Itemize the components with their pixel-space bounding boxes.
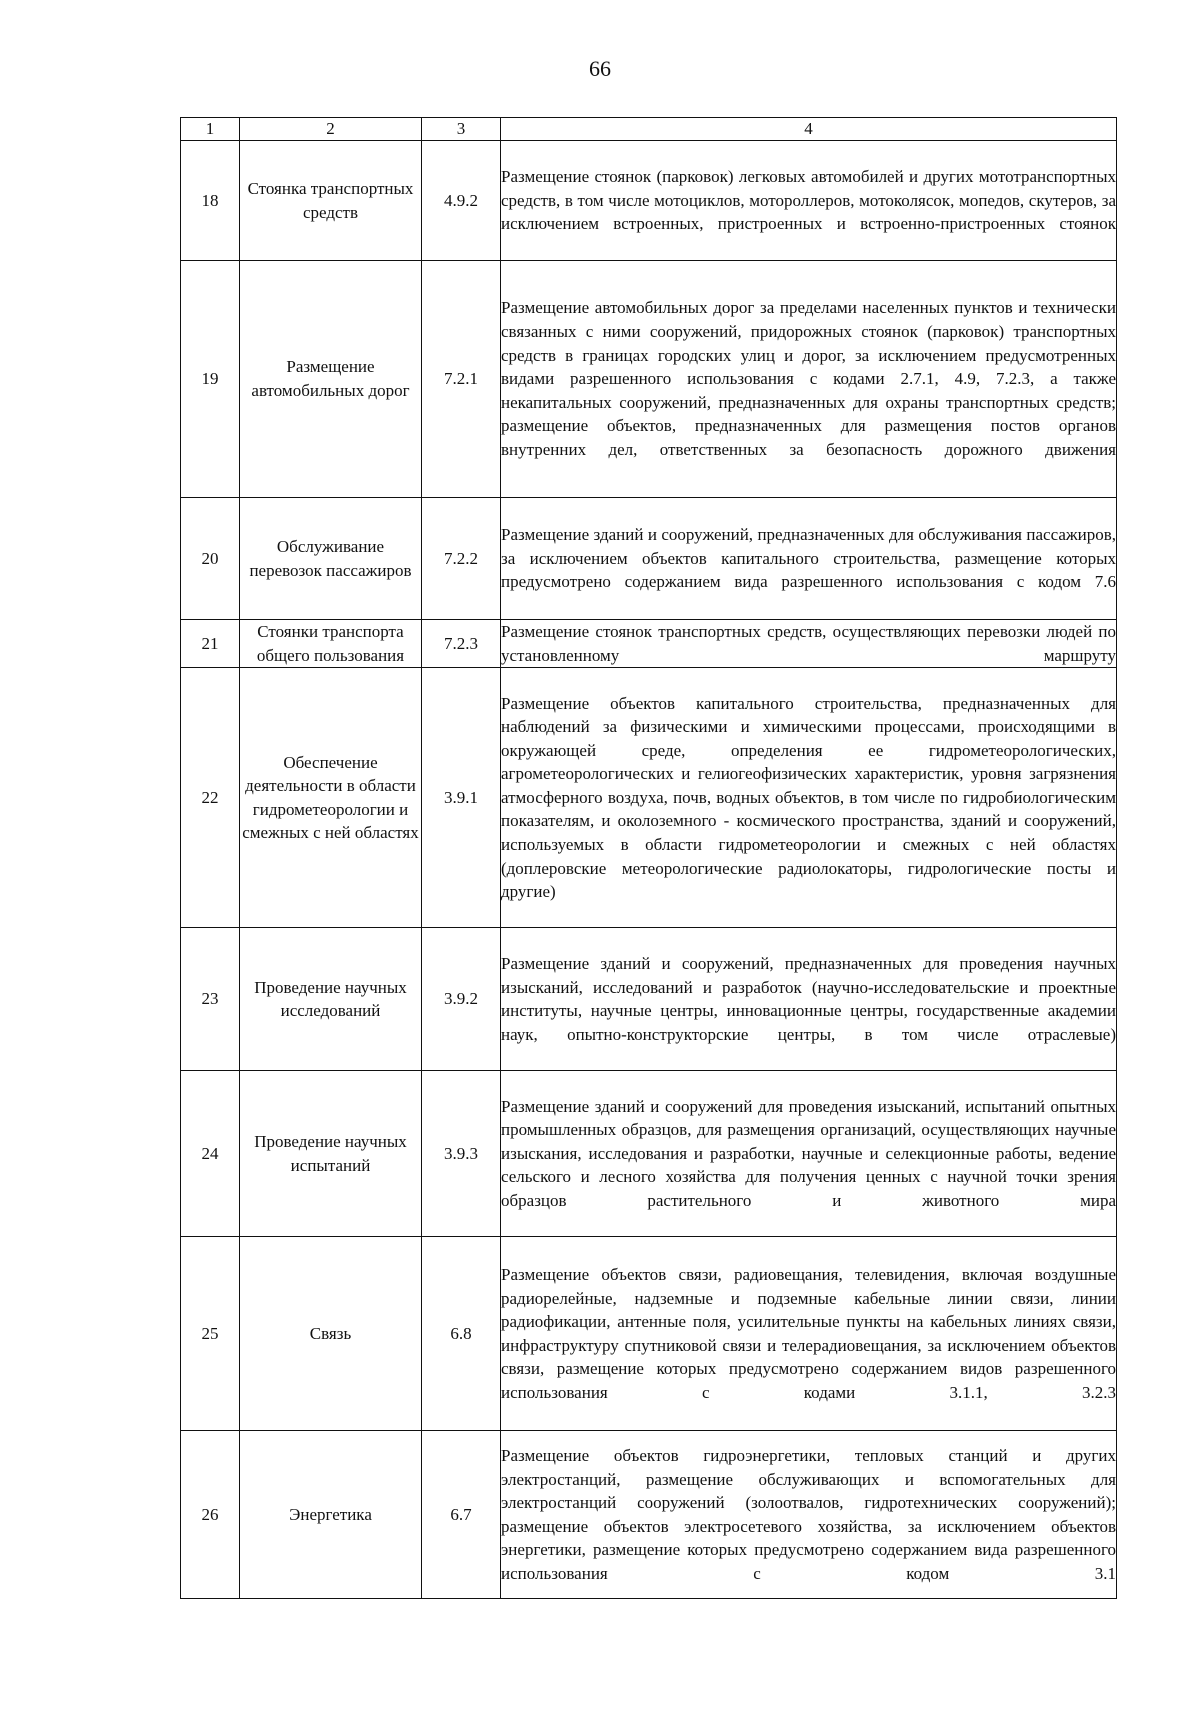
- table-row: [181, 261, 1117, 498]
- use-type-description: Размещение зданий и сооружений, предназначенных для проведения научных изысканий, исследований и разработок (научно-исследовательские и проектные институты, научные центры, инновационные центры, государственные академии наук, опытно-конструкторские центры, в том числе отраслевые): [501, 928, 1117, 1071]
- row-number: 24: [181, 1071, 240, 1237]
- use-type-description: Размещение стоянок транспортных средств, осуществляющих перевозки людей по установленному маршруту: [501, 620, 1117, 668]
- use-type-description: Размещение объектов капитального строительства, предназначенных для наблюдений за физическими и химическими процессами, происходящими в окружающей среде, определения ее гидрометеорологических, агрометеорологических и гелиогеофизических характеристик, уровня загрязнения атмосферного воздуха, почв, водных объектов, в том числе по гидробиологическим показателям, и околоземного - космического пространства, зданий и сооружений, используемых в области гидрометеорологии и смежных с ней областях (доплеровские метеорологические радиолокаторы, гидрологические посты и другие): [501, 668, 1117, 928]
- use-type-name: Энергетика: [240, 1431, 422, 1599]
- row-number: 19: [181, 261, 240, 498]
- land-use-table: [180, 117, 1117, 1599]
- use-type-description: Размещение стоянок (парковок) легковых автомобилей и других мототранспортных средств, в том числе мотоциклов, мотороллеров, мотоколясок, мопедов, скутеров, за исключением встроенных, пристроенных и встроенно-пристроенных стоянок: [501, 141, 1117, 261]
- use-type-code: 6.7: [422, 1431, 501, 1599]
- row-number: 25: [181, 1237, 240, 1431]
- row-number: 18: [181, 141, 240, 261]
- column-header-code: 3: [422, 118, 501, 141]
- row-number: 23: [181, 928, 240, 1071]
- use-type-code: 7.2.1: [422, 261, 501, 498]
- table-row: [181, 1431, 1117, 1599]
- use-type-code: 7.2.3: [422, 620, 501, 668]
- table-row: [181, 1071, 1117, 1237]
- row-number: 20: [181, 498, 240, 620]
- table-row: [181, 498, 1117, 620]
- use-type-code: 3.9.2: [422, 928, 501, 1071]
- column-header-description: 4: [501, 118, 1117, 141]
- use-type-code: 7.2.2: [422, 498, 501, 620]
- row-number: 22: [181, 668, 240, 928]
- column-header-name: 2: [240, 118, 422, 141]
- use-type-description: Размещение объектов гидроэнергетики, тепловых станций и других электростанций, размещение обслуживающих и вспомогательных для электростанций сооружений (золоотвалов, гидротехнических сооружений); размещение объектов электросетевого хозяйства, за исключением объектов энергетики, размещение которых предусмотрено содержанием вида разрешенного использования с кодом 3.1: [501, 1431, 1117, 1599]
- table-row: [181, 141, 1117, 261]
- table-row: [181, 1237, 1117, 1431]
- use-type-description: Размещение автомобильных дорог за пределами населенных пунктов и технически связанных с ними сооружений, придорожных стоянок (парковок) транспортных средств в границах городских улиц и дорог, за исключением предусмотренных видами разрешенного использования с кодами 2.7.1, 4.9, 7.2.3, а также некапитальных сооружений, предназначенных для охраны транспортных средств; размещение объектов, предназначенных для размещения постов органов внутренних дел, ответственных за безопасность дорожного движения: [501, 261, 1117, 498]
- row-number: 26: [181, 1431, 240, 1599]
- table-row: [181, 668, 1117, 928]
- use-type-description: Размещение зданий и сооружений для проведения изысканий, испытаний опытных промышленных образцов, для размещения организаций, осуществляющих научные изыскания, исследования и разработки, научные и селекционные работы, ведение сельского и лесного хозяйства для получения ценных с научной точки зрения образцов растительного и животного мира: [501, 1071, 1117, 1237]
- use-type-description: Размещение зданий и сооружений, предназначенных для обслуживания пассажиров, за исключением объектов капитального строительства, размещение которых предусмотрено содержанием вида разрешенного использования с кодом 7.6: [501, 498, 1117, 620]
- table-row: [181, 928, 1117, 1071]
- use-type-code: 3.9.1: [422, 668, 501, 928]
- use-type-name: Связь: [240, 1237, 422, 1431]
- page-number: 66: [589, 56, 611, 81]
- table-row: [181, 620, 1117, 668]
- row-number: 21: [181, 620, 240, 668]
- use-type-name: Стоянки транспорта общего пользования: [240, 620, 422, 668]
- use-type-code: 4.9.2: [422, 141, 501, 261]
- use-type-code: 6.8: [422, 1237, 501, 1431]
- use-type-name: Проведение научных испытаний: [240, 1071, 422, 1237]
- use-type-description: Размещение объектов связи, радиовещания, телевидения, включая воздушные радиорелейные, надземные и подземные кабельные линии связи, линии радиофикации, антенные поля, усилительные пункты на кабельных линиях связи, инфраструктуру спутниковой связи и телерадиовещания, за исключением объектов связи, размещение которых предусмотрено содержанием видов разрешенного использования с кодами 3.1.1, 3.2.3: [501, 1237, 1117, 1431]
- table-header-row: [181, 118, 1117, 141]
- use-type-name: Обеспечение деятельности в области гидрометеорологии и смежных с ней областях: [240, 668, 422, 928]
- use-type-code: 3.9.3: [422, 1071, 501, 1237]
- use-type-name: Стоянка транспортных средств: [240, 141, 422, 261]
- use-type-name: Обслуживание перевозок пассажиров: [240, 498, 422, 620]
- use-type-name: Размещение автомобильных дорог: [240, 261, 422, 498]
- column-header-number: 1: [181, 118, 240, 141]
- use-type-name: Проведение научных исследований: [240, 928, 422, 1071]
